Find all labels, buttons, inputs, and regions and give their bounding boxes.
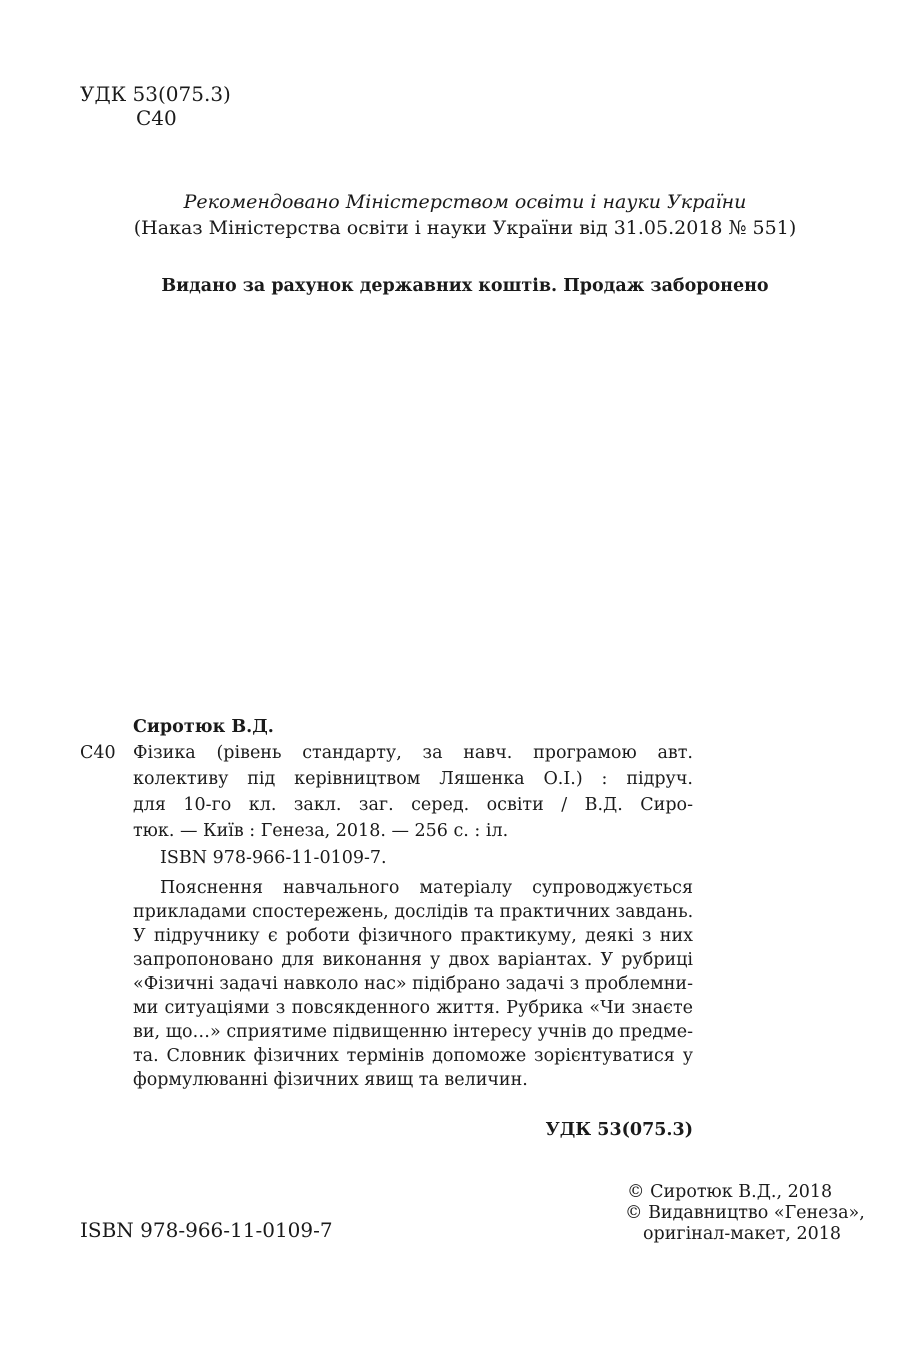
classification-code-header: С40 xyxy=(136,106,177,130)
annotation-line: ви, що…» сприятиме підвищенню інтересу учнів до предме- xyxy=(133,1022,693,1042)
author-name: Сиротюк В.Д. xyxy=(133,717,274,737)
bibliographic-line: Фізика (рівень стандарту, за навч. програмою авт. xyxy=(133,743,693,763)
annotation-line: У підручнику є роботи фізичного практикуму, деякі з них xyxy=(133,926,693,946)
annotation-line: запропоновано для виконання у двох варіантах. У рубриці xyxy=(133,950,693,970)
annotation-line: «Фізичні задачі навколо нас» підібрано задачі з проблемни- xyxy=(133,974,694,994)
isbn-footer: ISBN 978-966-11-0109-7 xyxy=(80,1218,333,1242)
annotation-line: формулюванні фізичних явищ та величин. xyxy=(133,1070,528,1090)
ministry-order-line: (Наказ Міністерства освіти і науки України від 31.05.2018 № 551) xyxy=(133,217,797,239)
bibliographic-line: тюк. — Київ : Генеза, 2018. — 256 с. : іл. xyxy=(133,821,509,841)
copyright-line: © Сиротюк В.Д., 2018 xyxy=(627,1182,833,1202)
funding-notice: Видано за рахунок державних коштів. Продаж заборонено xyxy=(161,276,769,296)
annotation-line: та. Словник фізичних термінів допоможе зорієнтуватися у xyxy=(133,1046,693,1066)
udk-code-footer: УДК 53(075.3) xyxy=(545,1120,693,1140)
annotation-line: прикладами спостережень, дослідів та практичних завдань. xyxy=(133,902,694,922)
copyright-line: © Видавництво «Генеза», xyxy=(625,1203,865,1223)
annotation-line: ми ситуаціями з повсякденного життя. Рубрика «Чи знаєте xyxy=(133,998,693,1018)
udk-code-header: УДК 53(075.3) xyxy=(80,82,231,106)
copyright-line: оригінал-макет, 2018 xyxy=(643,1224,841,1244)
classification-code-entry: С40 xyxy=(80,743,116,763)
bibliographic-line: колективу під керівництвом Ляшенка О.І.) : підруч. xyxy=(133,769,693,789)
isbn-entry: ISBN 978-966-11-0109-7. xyxy=(160,848,387,868)
annotation-line: Пояснення навчального матеріалу супроводжується xyxy=(160,878,693,898)
recommendation-line: Рекомендовано Міністерством освіти і науки України xyxy=(183,191,747,213)
bibliographic-line: для 10-го кл. закл. заг. серед. освіти / В.Д. Сиро- xyxy=(133,795,693,815)
